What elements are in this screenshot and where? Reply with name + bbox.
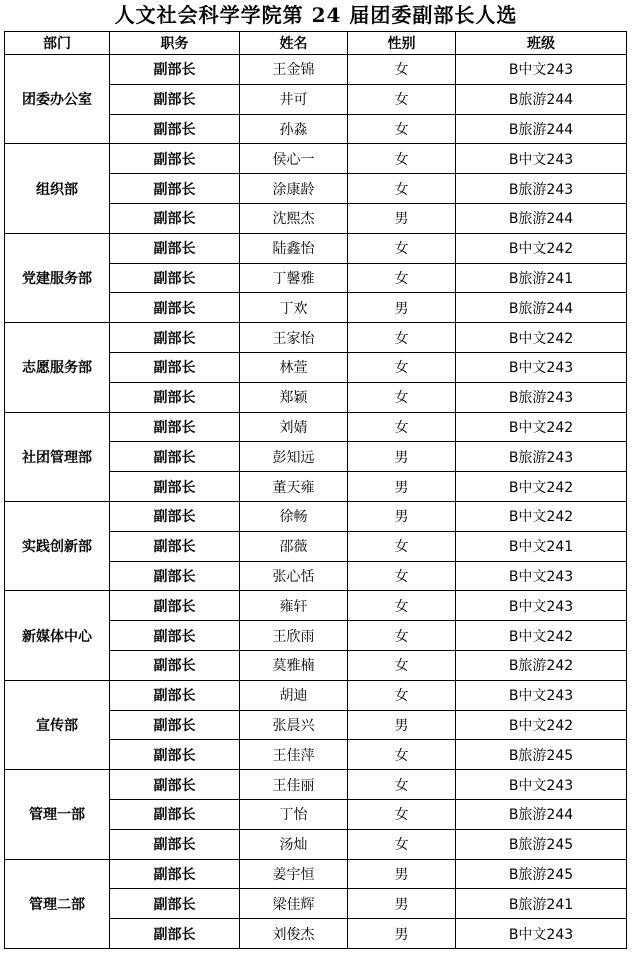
- role-cell: 副部长: [110, 382, 240, 412]
- role-cell: 副部长: [110, 174, 240, 204]
- name-cell: 彭知远: [240, 442, 348, 472]
- class-cell: B旅游244: [456, 799, 627, 829]
- department-cell: 新媒体中心: [5, 591, 110, 680]
- header-row: [5, 32, 627, 55]
- header-role: 职务: [110, 32, 240, 55]
- page-title: 人文社会科学学院第 24 届团委副部长人选: [114, 3, 518, 27]
- role-cell: 副部长: [110, 55, 240, 85]
- name-cell: 丁怡: [240, 799, 348, 829]
- class-cell: B中文243: [456, 770, 627, 800]
- class-cell: B旅游244: [456, 84, 627, 114]
- gender-cell: 女: [348, 352, 456, 382]
- role-cell: 副部长: [110, 323, 240, 353]
- gender-cell: 男: [348, 919, 456, 949]
- gender-cell: 女: [348, 650, 456, 680]
- gender-cell: 男: [348, 859, 456, 889]
- table-row: [5, 859, 627, 889]
- role-cell: 副部长: [110, 84, 240, 114]
- name-cell: 徐畅: [240, 501, 348, 531]
- class-cell: B中文242: [456, 233, 627, 263]
- name-cell: 丁馨雅: [240, 263, 348, 293]
- class-cell: B旅游242: [456, 650, 627, 680]
- gender-cell: 男: [348, 501, 456, 531]
- gender-cell: 女: [348, 680, 456, 710]
- role-cell: 副部长: [110, 472, 240, 502]
- header-gender: 性别: [348, 32, 456, 55]
- name-cell: 王佳丽: [240, 770, 348, 800]
- department-cell: 党建服务部: [5, 233, 110, 322]
- class-cell: B旅游243: [456, 174, 627, 204]
- gender-cell: 女: [348, 621, 456, 651]
- gender-cell: 男: [348, 710, 456, 740]
- name-cell: 丁欢: [240, 293, 348, 323]
- table-row: [5, 233, 627, 263]
- name-cell: 郑颖: [240, 382, 348, 412]
- department-cell: 管理二部: [5, 859, 110, 948]
- department-cell: 组织部: [5, 144, 110, 233]
- class-cell: B旅游243: [456, 442, 627, 472]
- class-cell: B旅游245: [456, 859, 627, 889]
- department-cell: 实践创新部: [5, 501, 110, 590]
- name-cell: 王佳萍: [240, 740, 348, 770]
- table-row: [5, 55, 627, 85]
- table-row: [5, 591, 627, 621]
- name-cell: 林萱: [240, 352, 348, 382]
- gender-cell: 女: [348, 829, 456, 859]
- gender-cell: 男: [348, 889, 456, 919]
- class-cell: B中文241: [456, 531, 627, 561]
- name-cell: 胡迪: [240, 680, 348, 710]
- name-cell: 张晨兴: [240, 710, 348, 740]
- class-cell: B中文242: [456, 412, 627, 442]
- gender-cell: 女: [348, 382, 456, 412]
- role-cell: 副部长: [110, 233, 240, 263]
- gender-cell: 女: [348, 55, 456, 85]
- name-cell: 邵薇: [240, 531, 348, 561]
- name-cell: 董天雍: [240, 472, 348, 502]
- gender-cell: 女: [348, 412, 456, 442]
- role-cell: 副部长: [110, 889, 240, 919]
- role-cell: 副部长: [110, 412, 240, 442]
- department-cell: 管理一部: [5, 770, 110, 859]
- name-cell: 姜宇恒: [240, 859, 348, 889]
- class-cell: B中文243: [456, 144, 627, 174]
- class-cell: B中文242: [456, 472, 627, 502]
- name-cell: 雍轩: [240, 591, 348, 621]
- role-cell: 副部长: [110, 621, 240, 651]
- gender-cell: 女: [348, 174, 456, 204]
- class-cell: B中文243: [456, 591, 627, 621]
- role-cell: 副部长: [110, 740, 240, 770]
- class-cell: B中文243: [456, 352, 627, 382]
- class-cell: B旅游244: [456, 114, 627, 144]
- name-cell: 刘俊杰: [240, 919, 348, 949]
- class-cell: B旅游241: [456, 263, 627, 293]
- role-cell: 副部长: [110, 561, 240, 591]
- gender-cell: 男: [348, 472, 456, 502]
- table-row: [5, 323, 627, 353]
- gender-cell: 女: [348, 740, 456, 770]
- department-cell: 志愿服务部: [5, 323, 110, 412]
- role-cell: 副部长: [110, 144, 240, 174]
- name-cell: 涂康龄: [240, 174, 348, 204]
- gender-cell: 女: [348, 144, 456, 174]
- class-cell: B旅游245: [456, 829, 627, 859]
- name-cell: 王家怡: [240, 323, 348, 353]
- gender-cell: 女: [348, 323, 456, 353]
- gender-cell: 女: [348, 531, 456, 561]
- gender-cell: 女: [348, 591, 456, 621]
- role-cell: 副部长: [110, 829, 240, 859]
- role-cell: 副部长: [110, 263, 240, 293]
- class-cell: B旅游245: [456, 740, 627, 770]
- name-cell: 汤灿: [240, 829, 348, 859]
- class-cell: B旅游243: [456, 382, 627, 412]
- header-name: 姓名: [240, 32, 348, 55]
- gender-cell: 女: [348, 263, 456, 293]
- class-cell: B旅游244: [456, 293, 627, 323]
- gender-cell: 女: [348, 770, 456, 800]
- class-cell: B旅游241: [456, 889, 627, 919]
- class-cell: B中文242: [456, 710, 627, 740]
- name-cell: 张心恬: [240, 561, 348, 591]
- role-cell: 副部长: [110, 591, 240, 621]
- role-cell: 副部长: [110, 293, 240, 323]
- department-cell: 团委办公室: [5, 55, 110, 144]
- class-cell: B中文242: [456, 621, 627, 651]
- header-class: 班级: [456, 32, 627, 55]
- gender-cell: 女: [348, 561, 456, 591]
- role-cell: 副部长: [110, 501, 240, 531]
- name-cell: 孙淼: [240, 114, 348, 144]
- gender-cell: 男: [348, 203, 456, 233]
- name-cell: 侯心一: [240, 144, 348, 174]
- class-cell: B旅游244: [456, 203, 627, 233]
- name-cell: 刘婧: [240, 412, 348, 442]
- role-cell: 副部长: [110, 799, 240, 829]
- table-row: [5, 144, 627, 174]
- role-cell: 副部长: [110, 859, 240, 889]
- role-cell: 副部长: [110, 352, 240, 382]
- role-cell: 副部长: [110, 680, 240, 710]
- class-cell: B中文242: [456, 323, 627, 353]
- role-cell: 副部长: [110, 919, 240, 949]
- table-row: [5, 770, 627, 800]
- gender-cell: 女: [348, 84, 456, 114]
- gender-cell: 男: [348, 442, 456, 472]
- name-cell: 梁佳辉: [240, 889, 348, 919]
- table-row: [5, 412, 627, 442]
- name-cell: 井可: [240, 84, 348, 114]
- role-cell: 副部长: [110, 650, 240, 680]
- table-row: [5, 501, 627, 531]
- name-cell: 沈熙杰: [240, 203, 348, 233]
- name-cell: 陆鑫怡: [240, 233, 348, 263]
- role-cell: 副部长: [110, 203, 240, 233]
- class-cell: B中文243: [456, 55, 627, 85]
- class-cell: B中文242: [456, 501, 627, 531]
- role-cell: 副部长: [110, 710, 240, 740]
- gender-cell: 女: [348, 233, 456, 263]
- department-cell: 宣传部: [5, 680, 110, 769]
- header-dept: 部门: [5, 32, 110, 55]
- role-cell: 副部长: [110, 531, 240, 561]
- gender-cell: 女: [348, 114, 456, 144]
- roster-table: [4, 31, 627, 949]
- roster-body: [5, 32, 627, 949]
- gender-cell: 男: [348, 293, 456, 323]
- name-cell: 莫雅楠: [240, 650, 348, 680]
- class-cell: B中文243: [456, 561, 627, 591]
- department-cell: 社团管理部: [5, 412, 110, 501]
- role-cell: 副部长: [110, 114, 240, 144]
- name-cell: 王欣雨: [240, 621, 348, 651]
- gender-cell: 女: [348, 799, 456, 829]
- class-cell: B中文243: [456, 680, 627, 710]
- role-cell: 副部长: [110, 442, 240, 472]
- role-cell: 副部长: [110, 770, 240, 800]
- name-cell: 王金锦: [240, 55, 348, 85]
- class-cell: B中文243: [456, 919, 627, 949]
- table-row: [5, 680, 627, 710]
